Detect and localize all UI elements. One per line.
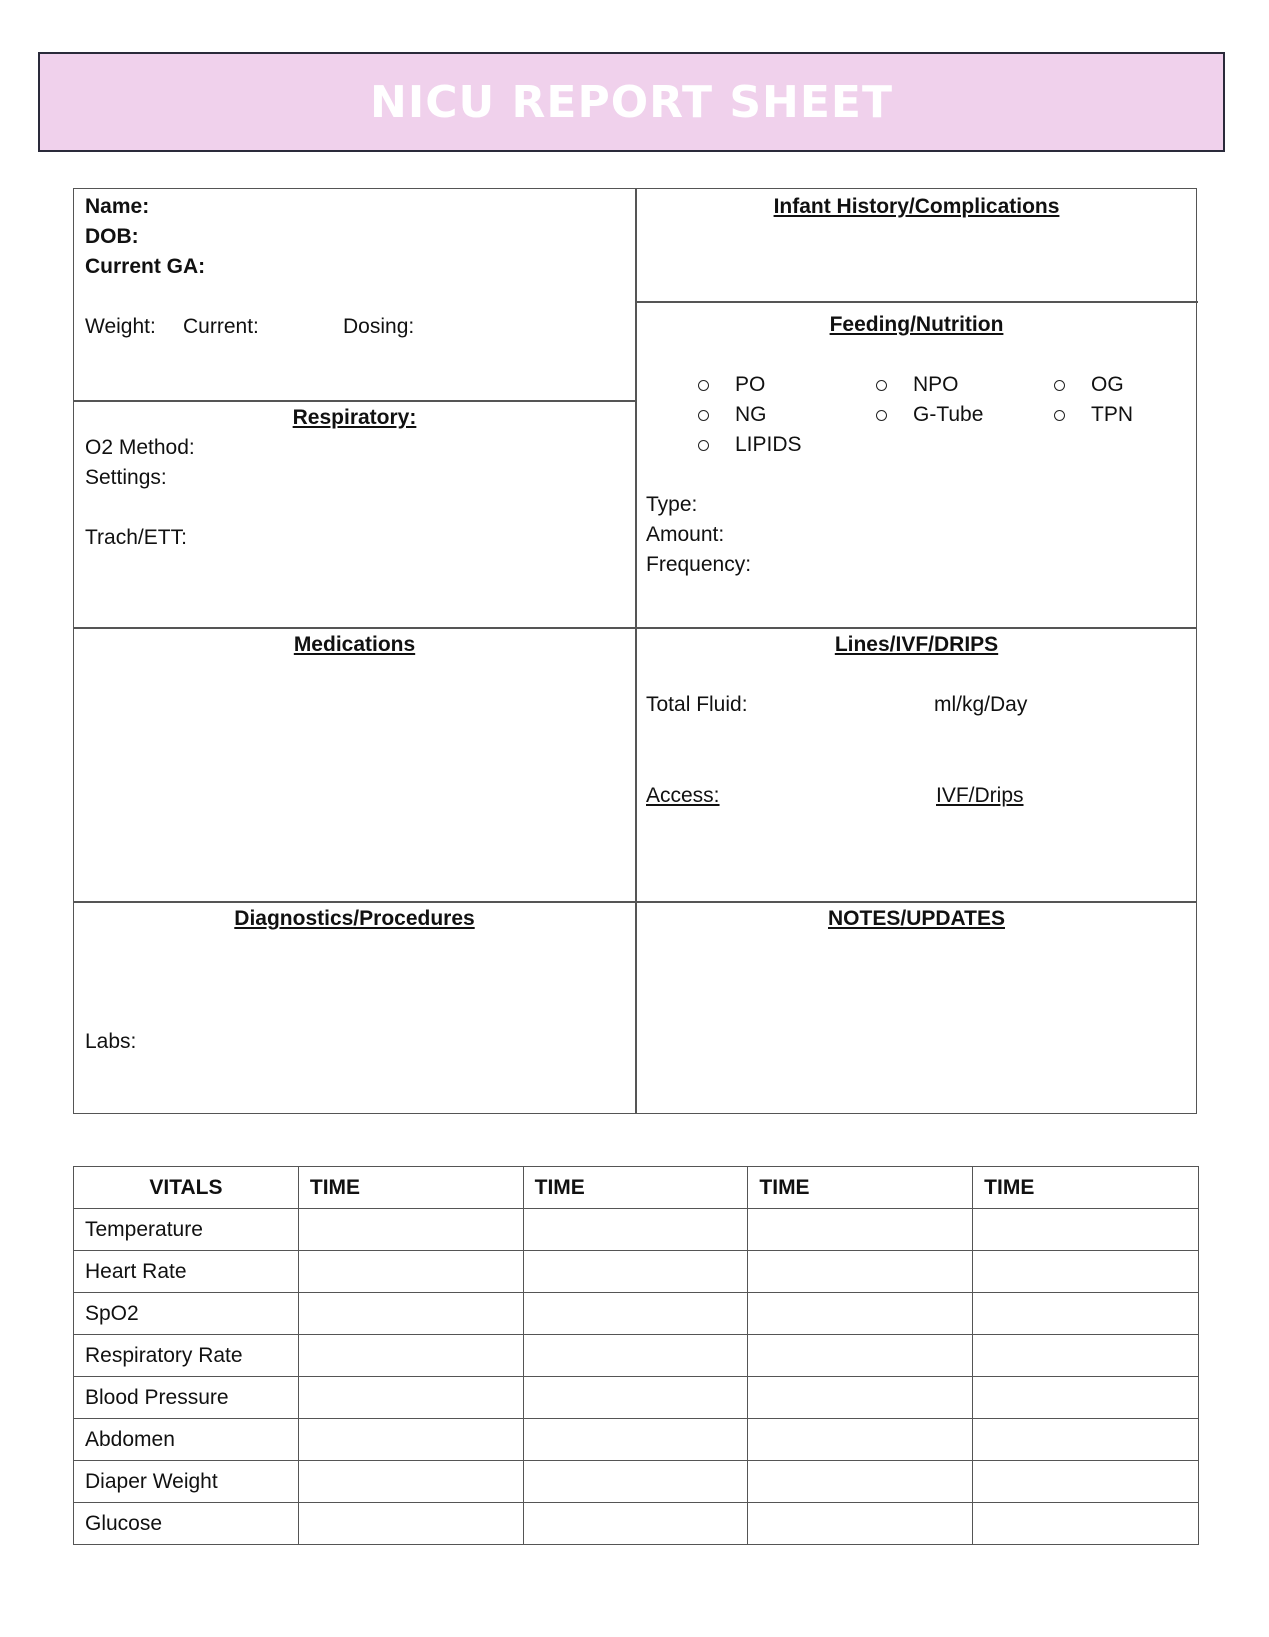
table-row [74,1209,1199,1251]
feeding-option-lipids[interactable] [698,433,802,457]
radio-circle-icon [1054,380,1065,391]
fluid-unit-label: ml/kg/Day [934,693,1028,716]
table-row [74,1419,1199,1461]
weight-label: Weight: [85,315,156,338]
vital-cell[interactable] [973,1251,1199,1293]
vital-label: Glucose [74,1503,299,1545]
vital-cell[interactable] [523,1251,748,1293]
vitals-header: VITALS [74,1167,299,1209]
feeding-heading: Feeding/Nutrition [829,313,1004,336]
option-label: OG [1091,373,1124,396]
vital-cell[interactable] [298,1377,523,1419]
vital-label: Respiratory Rate [74,1335,299,1377]
vital-cell[interactable] [748,1293,973,1335]
vital-cell[interactable] [523,1461,748,1503]
vital-label: Blood Pressure [74,1377,299,1419]
trach-label: Trach/ETT: [85,526,187,549]
vital-cell[interactable] [298,1293,523,1335]
o2-method-label: O2 Method: [85,436,195,459]
vital-cell[interactable] [973,1293,1199,1335]
total-fluid-label: Total Fluid: [646,693,748,716]
vital-cell[interactable] [298,1251,523,1293]
vital-cell[interactable] [748,1251,973,1293]
table-row [74,1335,1199,1377]
feeding-option-og[interactable] [1054,373,1124,397]
vital-cell[interactable] [523,1209,748,1251]
diagnostics-heading: Diagnostics/Procedures [234,907,475,930]
vital-cell[interactable] [523,1335,748,1377]
time-header: TIME [298,1167,523,1209]
option-label: G-Tube [913,403,984,426]
lines-heading: Lines/IVF/DRIPS [834,633,999,656]
current-weight-label: Current: [183,315,259,338]
vital-cell[interactable] [973,1335,1199,1377]
vital-cell[interactable] [523,1377,748,1419]
vital-cell[interactable] [298,1209,523,1251]
dob-label: DOB: [85,225,139,248]
notes-section [635,901,1198,1115]
vital-cell[interactable] [748,1503,973,1545]
patient-info-section [74,189,635,400]
lines-section [635,627,1198,901]
radio-circle-icon [876,410,887,421]
respiratory-heading: Respiratory: [292,406,417,429]
history-section [635,189,1198,301]
report-grid [73,188,1197,1114]
radio-circle-icon [698,410,709,421]
vital-cell[interactable] [298,1419,523,1461]
vital-cell[interactable] [748,1419,973,1461]
feeding-frequency-label: Frequency: [646,553,752,576]
table-row [74,1503,1199,1545]
medications-heading: Medications [293,633,416,656]
vital-label: Heart Rate [74,1251,299,1293]
option-label: LIPIDS [735,433,802,456]
time-header: TIME [748,1167,973,1209]
feeding-amount-label: Amount: [646,523,725,546]
vital-cell[interactable] [298,1503,523,1545]
vital-cell[interactable] [748,1377,973,1419]
radio-circle-icon [698,440,709,451]
access-label: Access: [646,784,720,807]
feeding-option-ng[interactable] [698,403,767,427]
option-label: NG [735,403,767,426]
feeding-type-label: Type: [646,493,698,516]
ga-label: Current GA: [85,255,206,278]
history-heading: Infant History/Complications [773,195,1060,218]
vital-cell[interactable] [748,1335,973,1377]
feeding-section [635,301,1198,627]
medications-section [74,627,635,901]
diagnostics-section [74,901,635,1115]
time-header: TIME [973,1167,1199,1209]
table-row [74,1251,1199,1293]
page-title: NICU REPORT SHEET [370,76,893,128]
vitals-table [73,1166,1199,1545]
vital-cell[interactable] [973,1377,1199,1419]
vital-label: Temperature [74,1209,299,1251]
settings-label: Settings: [85,466,167,489]
radio-circle-icon [876,380,887,391]
vital-cell[interactable] [523,1503,748,1545]
vital-cell[interactable] [973,1419,1199,1461]
ivf-drips-label: IVF/Drips [936,784,1024,807]
labs-label: Labs: [85,1030,137,1053]
vital-label: Abdomen [74,1419,299,1461]
option-label: TPN [1091,403,1133,426]
notes-heading: NOTES/UPDATES [828,907,1005,930]
vital-cell[interactable] [523,1293,748,1335]
table-row [74,1461,1199,1503]
feeding-option-npo[interactable] [876,373,959,397]
vital-cell[interactable] [523,1419,748,1461]
radio-circle-icon [1054,410,1065,421]
vital-cell[interactable] [298,1335,523,1377]
feeding-option-gtube[interactable] [876,403,983,427]
name-label: Name: [85,195,150,218]
table-row [74,1377,1199,1419]
vital-cell[interactable] [973,1209,1199,1251]
option-label: PO [735,373,766,396]
feeding-option-po[interactable] [698,373,765,397]
time-header: TIME [523,1167,748,1209]
vitals-header-row [74,1167,1199,1209]
vital-cell[interactable] [298,1461,523,1503]
vital-cell[interactable] [748,1461,973,1503]
vital-label: SpO2 [74,1293,299,1335]
dosing-weight-label: Dosing: [343,315,415,338]
radio-circle-icon [698,380,709,391]
vital-cell[interactable] [748,1209,973,1251]
vital-cell[interactable] [973,1461,1199,1503]
table-row [74,1293,1199,1335]
vital-label: Diaper Weight [74,1461,299,1503]
vital-cell[interactable] [973,1503,1199,1545]
title-banner [38,52,1225,152]
feeding-option-tpn[interactable] [1054,403,1133,427]
option-label: NPO [913,373,959,396]
respiratory-section [74,400,635,627]
